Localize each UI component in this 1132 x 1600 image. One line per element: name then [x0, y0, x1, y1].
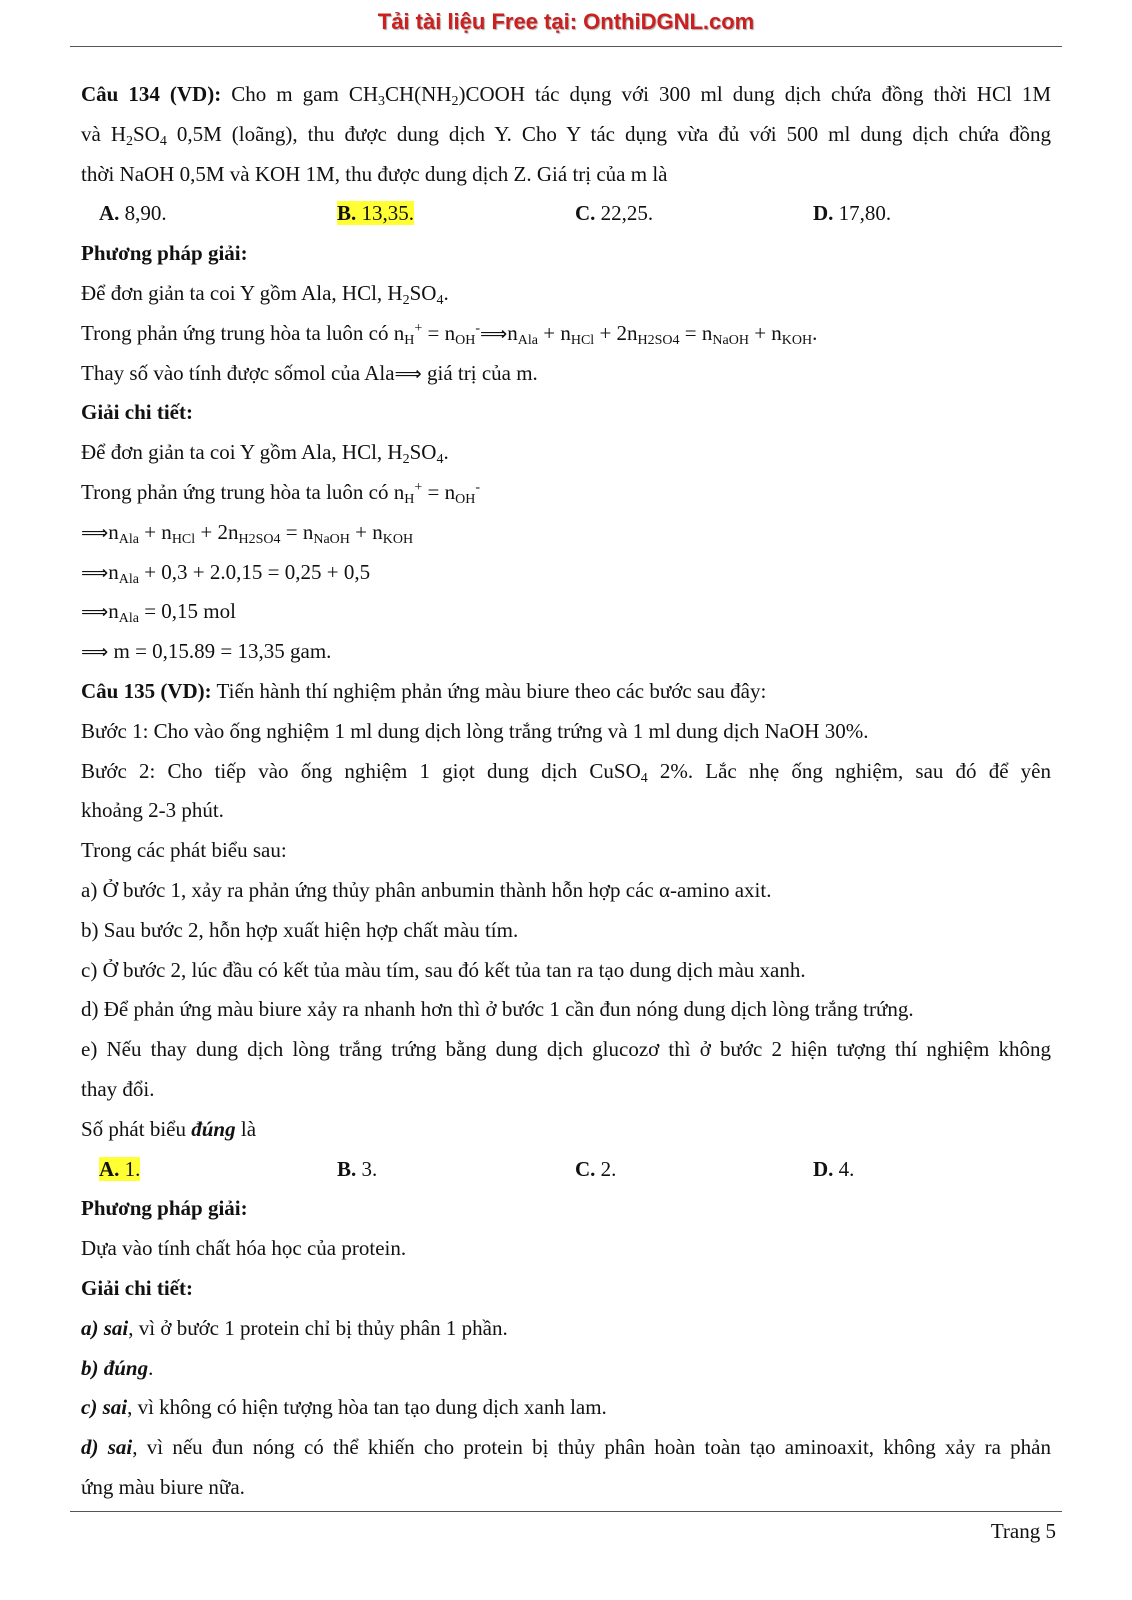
q135-statement-d: d) Để phản ứng màu biure xảy ra nhanh hơn thì ở bước 1 cần đun nóng dung dịch lòng trắng trứng. [81, 997, 914, 1022]
q134-line-2: và $H_2SO_4$ 0,5M (loãng), thu được dung dịch Y. Cho Y tác dụng vừa đủ với 500 ml dung dịch chứa đồng [81, 121, 1051, 149]
site-banner[interactable]: Tải tài liệu Free tại: OnthiDGNL.com [377, 9, 755, 34]
q134-detail-1: Để đơn giản ta coi Y gồm Ala, HCl, $H_2SO_4$. [81, 440, 449, 468]
q135-label: Câu 135 (VD): [81, 678, 212, 703]
q135-choice-d: D. 4. [813, 1156, 855, 1181]
q135-statement-e: e) Nếu thay dung dịch lòng trắng trứng bằng dung dịch glucozơ thì ở bước 2 hiện tượng thí nghiệm không [81, 1037, 1051, 1062]
q134-detail-6: ⟹ m = 0,15.89 = 13,35 gam. [81, 639, 332, 664]
q134-detail-2: Trong phản ứng trung hòa ta luôn có $n_H^+ = n_{OH}^-$ [81, 479, 481, 507]
q134-choice-c: C. 22,25. [575, 201, 654, 226]
q134-detail-5: $⟹n_{Ala} = 0,15$ mol [81, 599, 236, 627]
q135-method-title: Phương pháp giải: [81, 1196, 248, 1221]
q135-detail-b: b) đúng. [81, 1355, 154, 1380]
q135-statement-e-cont: thay đổi. [81, 1076, 155, 1101]
implies-arrow: ⟹ [81, 521, 109, 544]
q135-intro: Câu 135 (VD): Tiến hành thí nghiệm phản ứng màu biure theo các bước sau đây: [81, 678, 767, 703]
footer-divider [70, 1511, 1062, 1512]
q135-question: Số phát biểu đúng là [81, 1116, 257, 1141]
q135-choices [81, 1150, 1051, 1190]
q135-statement-b: b) Sau bước 2, hỗn hợp xuất hiện hợp chất màu tím. [81, 917, 519, 942]
header-divider [70, 46, 1062, 47]
q135-statements-intro: Trong các phát biểu sau: [81, 838, 287, 863]
implies-arrow: ⟹ [81, 641, 109, 664]
q135-choice-b: B. 3. [337, 1156, 378, 1181]
q134-detail-4: $⟹n_{Ala} + 0,3 + 2.0,15 = 0,25 + 0,5$ [81, 559, 371, 587]
q135-choice-c: C. 2. [575, 1156, 617, 1181]
q134-detail-3: $⟹n_{Ala} + n_{HCl} + 2n_{H2SO4} = n_{NaOH} + n_{KOH}$ [81, 519, 414, 547]
implies-arrow: ⟹ [480, 322, 508, 345]
q134-line-1: Câu 134 (VD): Cho m gam $CH_3CH(NH_2)COOH$ tác dụng với 300 ml dung dịch chứa đồng thời HCl 1M [81, 82, 1052, 109]
implies-arrow: ⟹ [394, 362, 422, 385]
q135-step-1: Bước 1: Cho vào ống nghiệm 1 ml dung dịch lòng trắng trứng và 1 ml dung dịch NaOH 30%. [81, 718, 869, 743]
q134-method-title: Phương pháp giải: [81, 241, 248, 266]
implies-arrow: ⟹ [81, 601, 109, 624]
q134-choices [81, 194, 1051, 234]
q134-choice-d: D. 17,80. [813, 201, 892, 226]
q135-detail-c: c) sai, vì không có hiện tượng hòa tan tạo dung dịch xanh lam. [81, 1395, 607, 1420]
q135-detail-d-cont: ứng màu biure nữa. [81, 1474, 245, 1499]
document-body [81, 75, 1051, 1508]
page-number: Trang 5 [990, 1519, 1056, 1543]
q134-line-3: thời NaOH 0,5M và KOH 1M, thu được dung dịch Z. Giá trị của m là [81, 161, 668, 186]
q135-method-text: Dựa vào tính chất hóa học của protein. [81, 1236, 407, 1261]
q135-detail-a: a) sai, vì ở bước 1 protein chỉ bị thủy phân 1 phần. [81, 1315, 508, 1340]
q135-statement-a: a) Ở bước 1, xảy ra phản ứng thủy phân anbumin thành hỗn hợp các α-amino axit. [81, 877, 772, 902]
q135-choice-a [99, 1150, 337, 1190]
correct-answer-highlight: B. 13,35. [337, 201, 415, 226]
q134-detail-title: Giải chi tiết: [81, 400, 193, 425]
q135-detail-title: Giải chi tiết: [81, 1275, 193, 1300]
q135-detail-d: d) sai, vì nếu đun nóng có thể khiến cho protein bị thủy phân hoàn toàn tạo aminoaxit, không xảy ra phản [81, 1435, 1052, 1460]
q135-step-2: Bước 2: Cho tiếp vào ống nghiệm 1 giọt dung dịch CuSO$_4$ 2%. Lắc nhẹ ống nghiệm, sau đó để yên [81, 758, 1051, 786]
correct-answer-highlight: A. 1. [99, 1156, 141, 1181]
q135-statement-c: c) Ở bước 2, lúc đầu có kết tủa màu tím, sau đó kết tủa tan ra tạo dung dịch màu xanh. [81, 957, 806, 982]
q134-label: Câu 134 (VD): [81, 82, 222, 106]
q134-method-1: Để đơn giản ta coi Y gồm Ala, HCl, $H_2SO_4$. [81, 280, 449, 308]
q134-choice-b [337, 194, 575, 234]
implies-arrow: ⟹ [81, 561, 109, 584]
q134-method-3: Thay số vào tính được sốmol của Ala⟹ giá trị của m. [81, 360, 538, 385]
q135-step-2-cont: khoảng 2-3 phút. [81, 798, 224, 823]
q134-method-2: Trong phản ứng trung hòa ta luôn có $n_H^+$ = $n_{OH}^-⟹n_{Ala} + n_{HCl} + 2n_{H2SO4} = n_{NaOH} + n_{KOH}$. [81, 320, 818, 348]
q134-choice-a: A. 8,90. [99, 201, 167, 226]
